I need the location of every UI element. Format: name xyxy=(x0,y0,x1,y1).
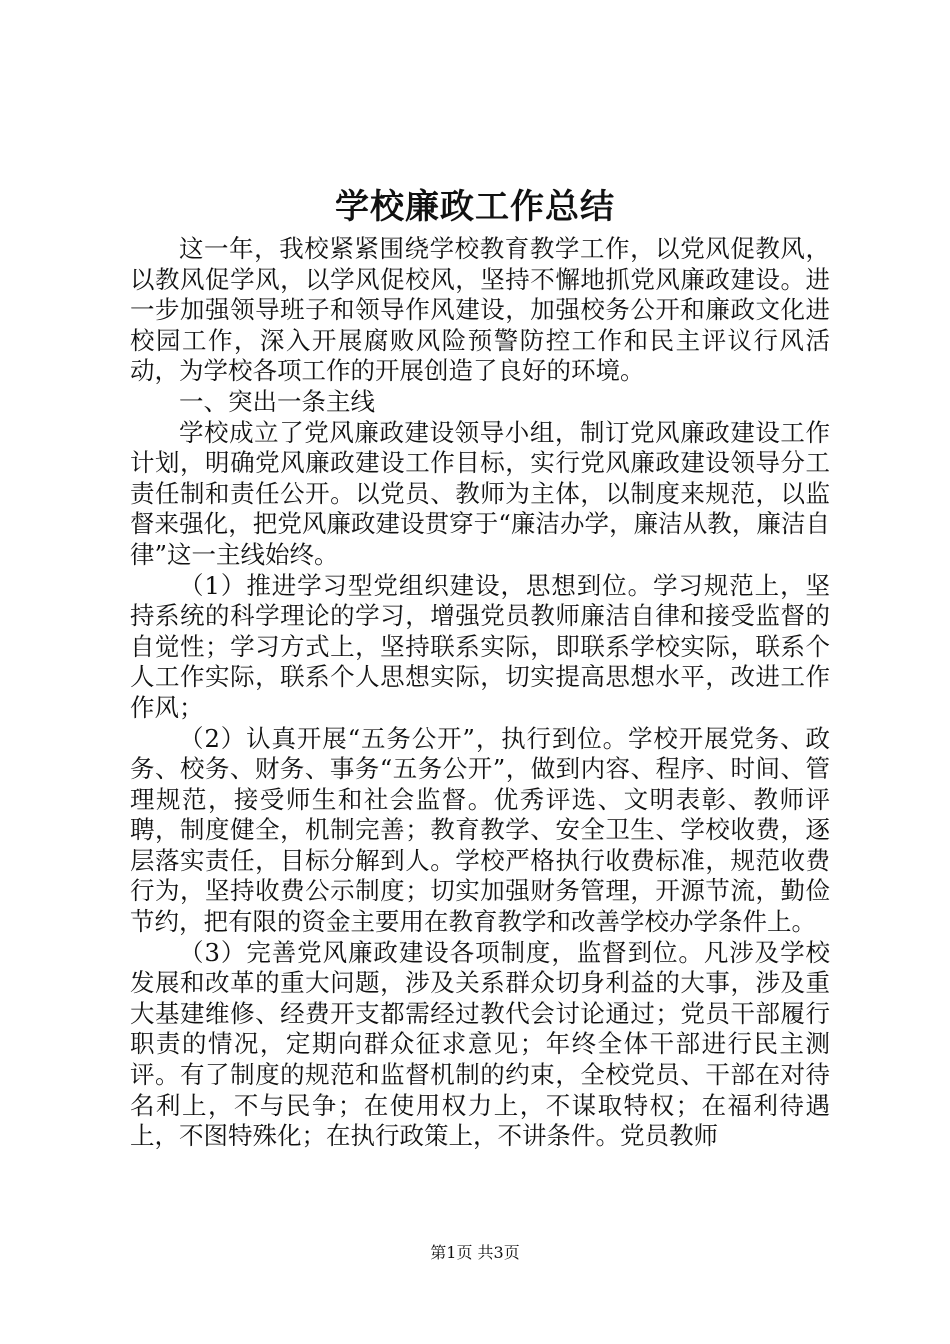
section-heading-1: 一、突出一条主线 xyxy=(179,386,375,416)
document-title: 学校廉政工作总结 xyxy=(335,187,615,227)
document-body xyxy=(130,234,830,1152)
paragraph-section-1: 学校成立了党风廉政建设领导小组，制订党风廉政建设工作计划，明确党风廉政建设工作目标，实行党风廉政建设领导分工责任制和责任公开。以党员、教师为主体，以制度来规范，以监督来强化，把党风廉政建设贯穿于“廉洁办学，廉洁从教，廉洁自律”这一主线始终。 xyxy=(130,417,830,569)
paragraph-intro: 这一年，我校紧紧围绕学校教育教学工作，以党风促教风，以教风促学风，以学风促校风，坚持不懈地抓党风廉政建设。进一步加强领导班子和领导作风建设，加强校务公开和廉政文化进校园工作，深入开展腐败风险预警防控工作和民主评议行风活动，为学校各项工作的开展创造了良好的环境。 xyxy=(130,234,830,386)
paragraph-item-3: （3）完善党风廉政建设各项制度，监督到位。凡涉及学校发展和改革的重大问题，涉及关系群众切身利益的大事，涉及重大基建维修、经费开支都需经过教代会讨论通过；党员干部履行职责的情况，定期向群众征求意见；年终全体干部进行民主测评。有了制度的规范和监督机制的约束，全校党员、干部在对待名利上，不与民争；在使用权力上，不谋取特权；在福利待遇上，不图特殊化；在执行政策上，不讲条件。党员教师 xyxy=(130,937,830,1151)
page-number-footer: 第1页 共3页 xyxy=(430,1243,520,1262)
paragraph-item-1: （1）推进学习型党组织建设，思想到位。学习规范上，坚持系统的科学理论的学习，增强党员教师廉洁自律和接受监督的自觉性；学习方式上，坚持联系实际，即联系学校实际，联系个人工作实际，联系个人思想实际，切实提高思想水平，改进工作作风； xyxy=(130,570,830,722)
paragraph-item-2: （2）认真开展“五务公开”，执行到位。学校开展党务、政务、校务、财务、事务“五务公开”，做到内容、程序、时间、管理规范，接受师生和社会监督。优秀评选、文明表彰、教师评聘，制度健全，机制完善；教育教学、安全卫生、学校收费，逐层落实责任，目标分解到人。学校严格执行收费标准，规范收费行为，坚持收费公示制度；切实加强财务管理，开源节流，勤俭节约，把有限的资金主要用在教育教学和改善学校办学条件上。 xyxy=(130,723,830,937)
